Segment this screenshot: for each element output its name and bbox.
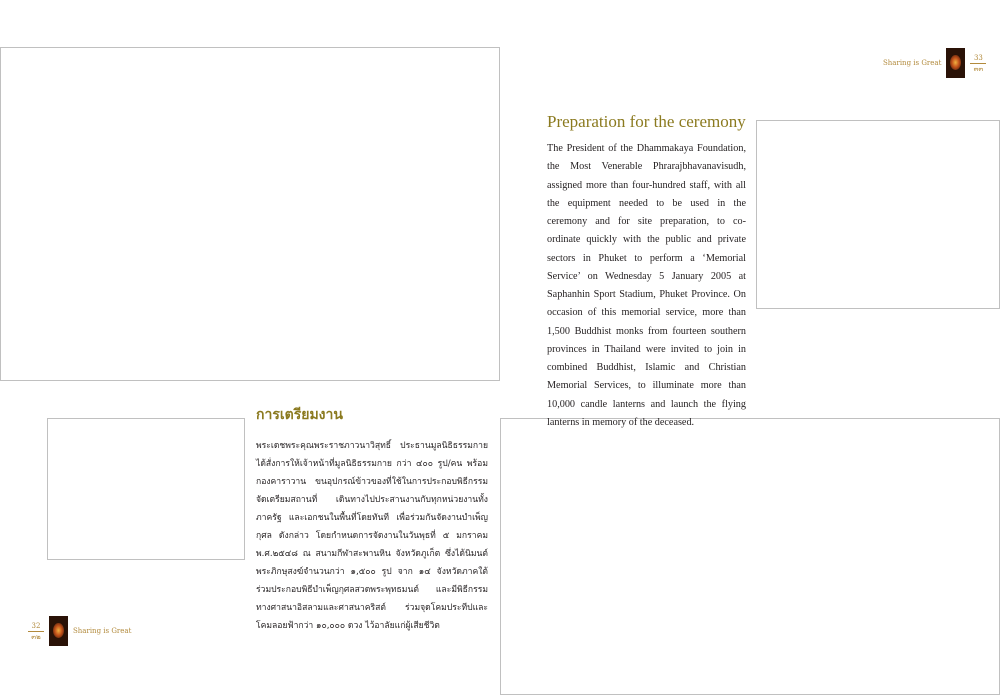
candle-thumbnail-left xyxy=(49,616,68,646)
english-body: The President of the Dhammakaya Foundation, the Most Venerable Phrarajbhavanavisudh, assigned more than four-hundred staff, with all the equipment needed to be used in the ceremony and for site preparation, to co-ordinate quickly with the public and private sectors in Phuket to perform a ‘Memorial Service’ on Wednesday 5 January 2005 at Saphanhin Sport Stadium, Phuket Province. On occasion of this memorial service, more than 1,500 Buddhist monks from fourteen southern provinces in Thailand were invited to join in combined Buddhist, Islamic and Christian Memorial Services, to illuminate more than 10,000 candle lanterns and launch the flying lanterns in memory of the deceased. xyxy=(547,143,746,428)
page-number-block-left xyxy=(28,621,44,642)
candle-thumbnail-right xyxy=(946,48,965,78)
page-number-right: 33 xyxy=(973,53,983,62)
stadium-crowd-photo xyxy=(0,47,500,381)
thai-page-number-left: ๓๒ xyxy=(31,632,41,641)
running-head-left: Sharing is Great xyxy=(73,627,132,635)
page-number-left: 32 xyxy=(31,621,41,630)
folio-left xyxy=(28,616,131,646)
folio-right xyxy=(883,48,986,78)
running-head-right: Sharing is Great xyxy=(883,59,942,67)
page-number-block-right xyxy=(970,53,986,74)
monk-bowl-photo xyxy=(756,120,1000,309)
thai-heading: การเตรียมงาน xyxy=(256,407,343,423)
thai-body: พระเดชพระคุณพระราชภาวนาวิสุทธิ์ ประธานมูลนิธิธรรมกาย ได้สั่งการให้เจ้าหน้าที่มูลนิธิธรรมกาย กว่า ๔๐๐ รูป/คน พร้อมกองคาราวาน ขนอุปกรณ์ข้าวของที่ใช้ในการประกอบพิธีกรรม จัดเตรียมสถานที่ เดินทางไปประสานงานกับทุกหน่วยงานทั้งภาครัฐ และเอกชนในพื้นที่โดยทันที เพื่อร่วมกันจัดงานบำเพ็ญกุศล ดังกล่าว โดยกำหนดการจัดงานในวันพุธที่ ๕ มกราคม พ.ศ.๒๕๔๘ ณ สนามกีฬาสะพานหิน จังหวัดภูเก็ต ซึ่งได้นิมนต์พระภิกษุสงฆ์จำนวนกว่า ๑,๕๐๐ รูป จาก ๑๔ จังหวัดภาคใต้ ร่วมประกอบพิธีบำเพ็ญกุศลสวดพระพุทธมนต์ และมีพิธีกรรมทางศาสนาอิสลามและศาสนาคริสต์ ร่วมจุดโคมประทีปและโคมลอยฟ้ากว่า ๑๐,๐๐๐ ดวง ไว้อาลัยแก่ผู้เสียชีวิต xyxy=(256,441,488,632)
thai-page-number-right: ๓๓ xyxy=(973,64,984,73)
seated-monks-photo xyxy=(47,418,245,560)
praying-men-photo xyxy=(500,418,1000,695)
english-heading: Preparation for the ceremony xyxy=(547,112,746,131)
